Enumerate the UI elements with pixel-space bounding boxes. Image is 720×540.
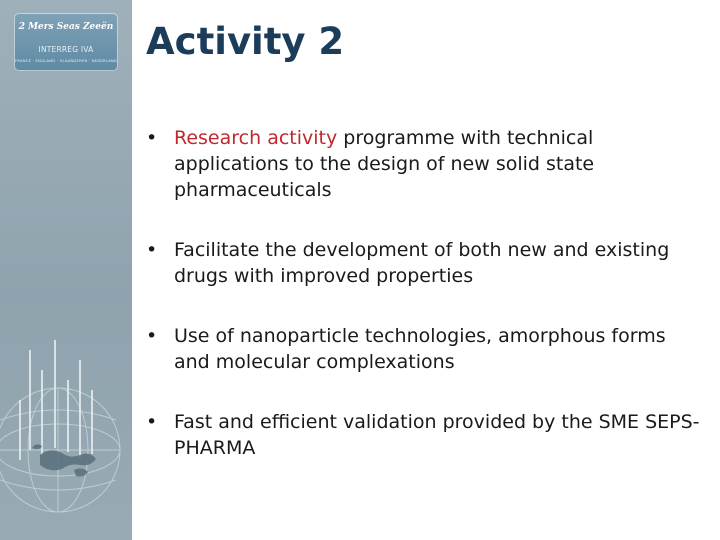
bullet-text: programme with technical applications to the design of new solid state pharmaceuticals	[174, 127, 595, 201]
bullet-text: Fast and efficient validation provided by the SME SEPS-PHARMA	[174, 411, 700, 459]
logo-program: INTERREG IVA	[38, 45, 94, 54]
globe-graphic	[0, 330, 132, 540]
bullet-dot: •	[146, 127, 158, 149]
logo-countries: FRANCE · ENGLAND · VLAANDEREN · NEDERLAND	[15, 59, 117, 63]
bullet-list	[146, 125, 706, 495]
bullet-text: Use of nanoparticle technologies, amorphous forms and molecular complexations	[174, 325, 666, 373]
bullet-item	[146, 237, 706, 289]
bullet-item	[146, 323, 706, 375]
bullet-item	[146, 125, 706, 203]
bullet-dot: •	[146, 325, 158, 347]
bullet-text: Facilitate the development of both new and existing drugs with improved properties	[174, 239, 670, 287]
bullet-item	[146, 409, 706, 461]
sidebar	[0, 0, 132, 540]
logo-title: 2 Mers Seas Zeeën	[18, 22, 114, 32]
bullet-dot: •	[146, 411, 158, 433]
bullet-highlight: Research activity	[174, 127, 338, 149]
bullet-dot: •	[146, 239, 158, 261]
slide-title: Activity 2	[146, 20, 345, 63]
interreg-logo	[14, 13, 118, 71]
